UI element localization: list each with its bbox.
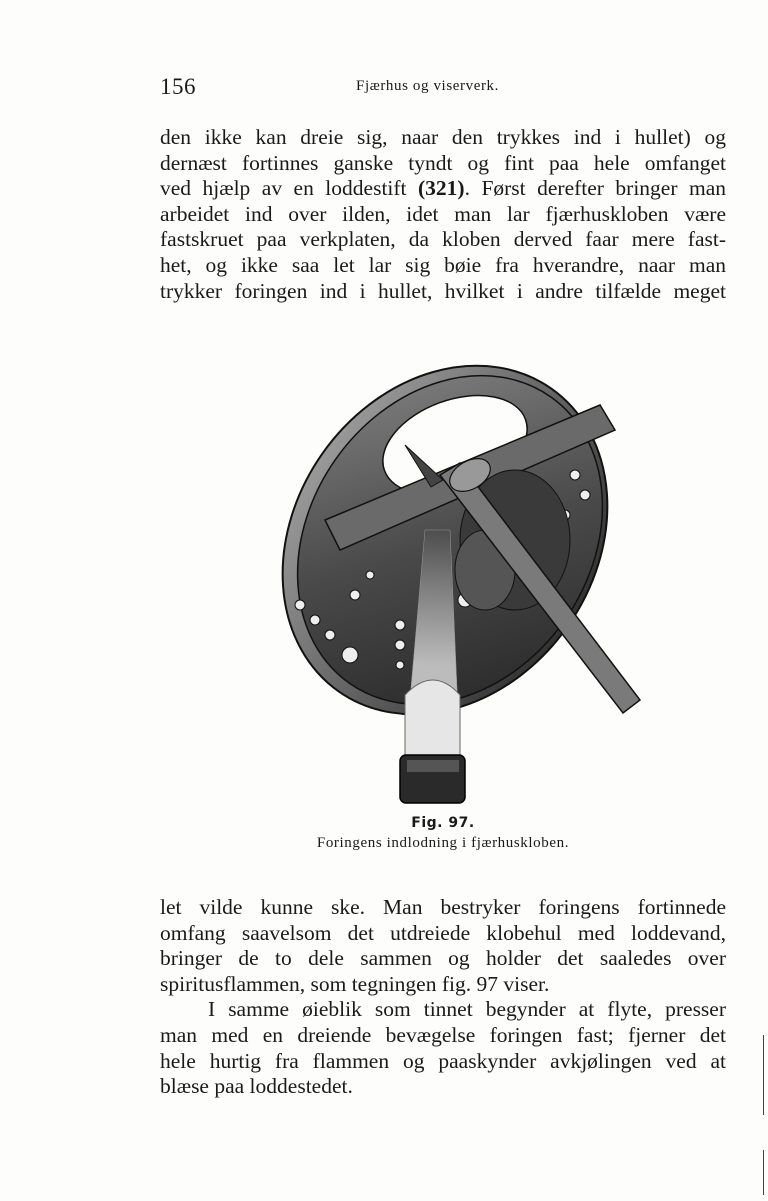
text-line: omfang saavelsom det utdreiede klobehul med loddevand, [160, 920, 726, 945]
text-fragment: ved hjælp av en loddestift [160, 176, 407, 201]
scan-edge-mark [763, 1150, 764, 1195]
flame-wick [405, 680, 460, 760]
hole [295, 600, 305, 610]
text-line: man med en dreiende bevægelse foringen fast; fjerner det [160, 1022, 726, 1047]
paragraph-2 [160, 895, 726, 1100]
section-reference: (321) [418, 176, 465, 201]
text-line: let vilde kunne ske. Man bestryker foringens fortinnede [160, 895, 726, 919]
running-title: Fjærhus og viserverk. [356, 78, 500, 94]
hole [570, 470, 580, 480]
hole [366, 571, 374, 579]
paragraph-1 [160, 125, 726, 304]
text-line: bringer de to dele sammen og holder det saaledes over [160, 946, 726, 971]
text-fragment: . Først derefter bringer man [464, 176, 727, 201]
scan-edge-mark [763, 1035, 764, 1115]
hole [395, 640, 405, 650]
text-line: arbeidet ind over ilden, idet man lar fjærhuskloben være [160, 201, 726, 226]
text-line: trykker foringen ind i hullet, hvilket i andre tilfælde meget [160, 278, 726, 303]
text-line: hele hurtig fra flammen og paaskynder avkjølingen ved at [160, 1048, 726, 1073]
page-header [160, 74, 726, 104]
hole [350, 590, 360, 600]
hole [310, 615, 320, 625]
text-line: spiritusflammen, som tegningen fig. 97 viser. [160, 971, 550, 996]
figure-label: Fig. 97. [411, 815, 475, 831]
lamp-burner-knurl [407, 760, 459, 772]
hole [325, 630, 335, 640]
hole [396, 661, 404, 669]
figure-caption: Foringens indlodning i fjærhuskloben. [316, 835, 570, 851]
hole [395, 620, 405, 630]
text-line: het, og ikke saa let lar sig bøie fra hverandre, naar man [160, 252, 726, 277]
figure-illustration [255, 335, 645, 815]
hole [580, 490, 590, 500]
text-line: den ikke kan dreie sig, naar den trykkes ind i hullet) og [160, 125, 726, 149]
text-line: fastskruet paa verkplaten, da kloben derved faar mere fast- [160, 227, 726, 252]
hole [342, 647, 358, 663]
text-line: blæse paa loddestedet. [160, 1074, 353, 1099]
text-line [160, 176, 726, 202]
barrel-bridge-soldering-illustration [255, 335, 645, 815]
page-number: 156 [160, 74, 196, 99]
text-line: dernæst fortinnes ganske tyndt og fint paa hele omfanget [160, 150, 726, 175]
text-line: I samme øieblik som tinnet begynder at flyte, presser [208, 997, 726, 1022]
